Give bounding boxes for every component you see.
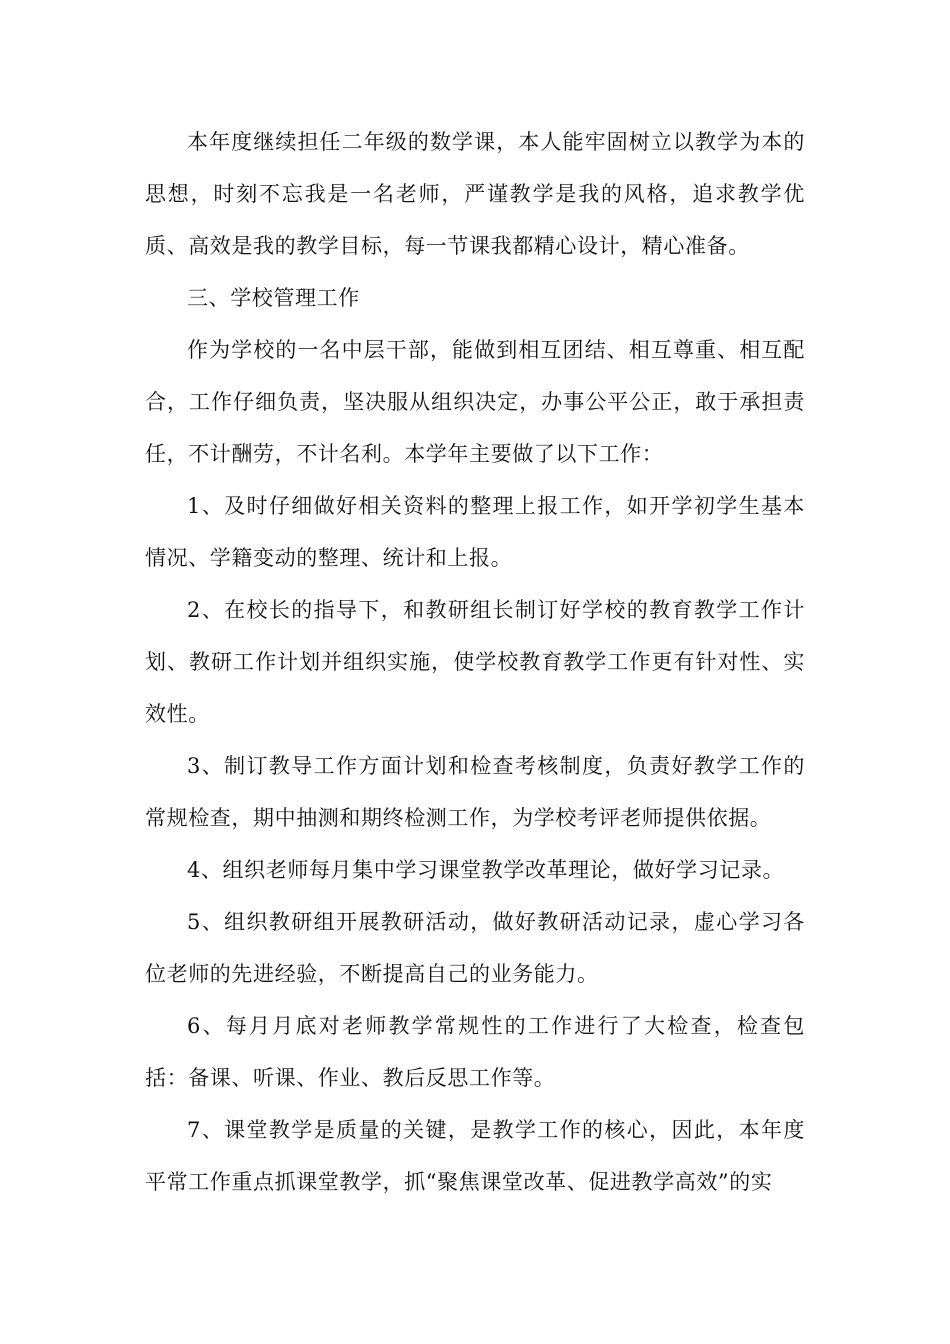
section-heading-school-management: 三、学校管理工作 xyxy=(187,286,360,310)
list-item-6: 6、每月月底对老师教学常规性的工作进行了大检查，检查包括：备课、听课、作业、教后反思工作等。 xyxy=(145,1014,805,1090)
list-item-1: 1、及时仔细做好相关资料的整理上报工作，如开学初学生基本情况、学籍变动的整理、统计和上报。 xyxy=(145,494,805,570)
paragraph-teaching-duty: 本年度继续担任二年级的数学课，本人能牢固树立以教学为本的思想，时刻不忘我是一名老师，严谨教学是我的风格，追求教学优质、高效是我的教学目标，每一节课我都精心设计，精心准备。 xyxy=(145,130,805,258)
list-item-2: 2、在校长的指导下，和教研组长制订好学校的教育教学工作计划、教研工作计划并组织实施，使学校教育教学工作更有针对性、实效性。 xyxy=(145,598,805,726)
list-item-4: 4、组织老师每月集中学习课堂教学改革理论，做好学习记录。 xyxy=(187,858,785,882)
document-body xyxy=(145,116,805,1208)
list-item-7: 7、课堂教学是质量的关键，是教学工作的核心，因此，本年度平常工作重点抓课堂教学，抓“聚焦课堂改革、促进教学高效”的实 xyxy=(145,1118,805,1194)
list-item-5: 5、组织教研组开展教研活动，做好教研活动记录，虚心学习各位老师的先进经验，不断提高自己的业务能力。 xyxy=(145,910,805,986)
paragraph-management-intro: 作为学校的一名中层干部，能做到相互团结、相互尊重、相互配合，工作仔细负责，坚决服从组织决定，办事公平公正，敢于承担责任，不计酬劳，不计名利。本学年主要做了以下工作： xyxy=(145,338,805,466)
list-item-3: 3、制订教导工作方面计划和检查考核制度，负责好教学工作的常规检查，期中抽测和期终检测工作，为学校考评老师提供依据。 xyxy=(145,754,805,830)
